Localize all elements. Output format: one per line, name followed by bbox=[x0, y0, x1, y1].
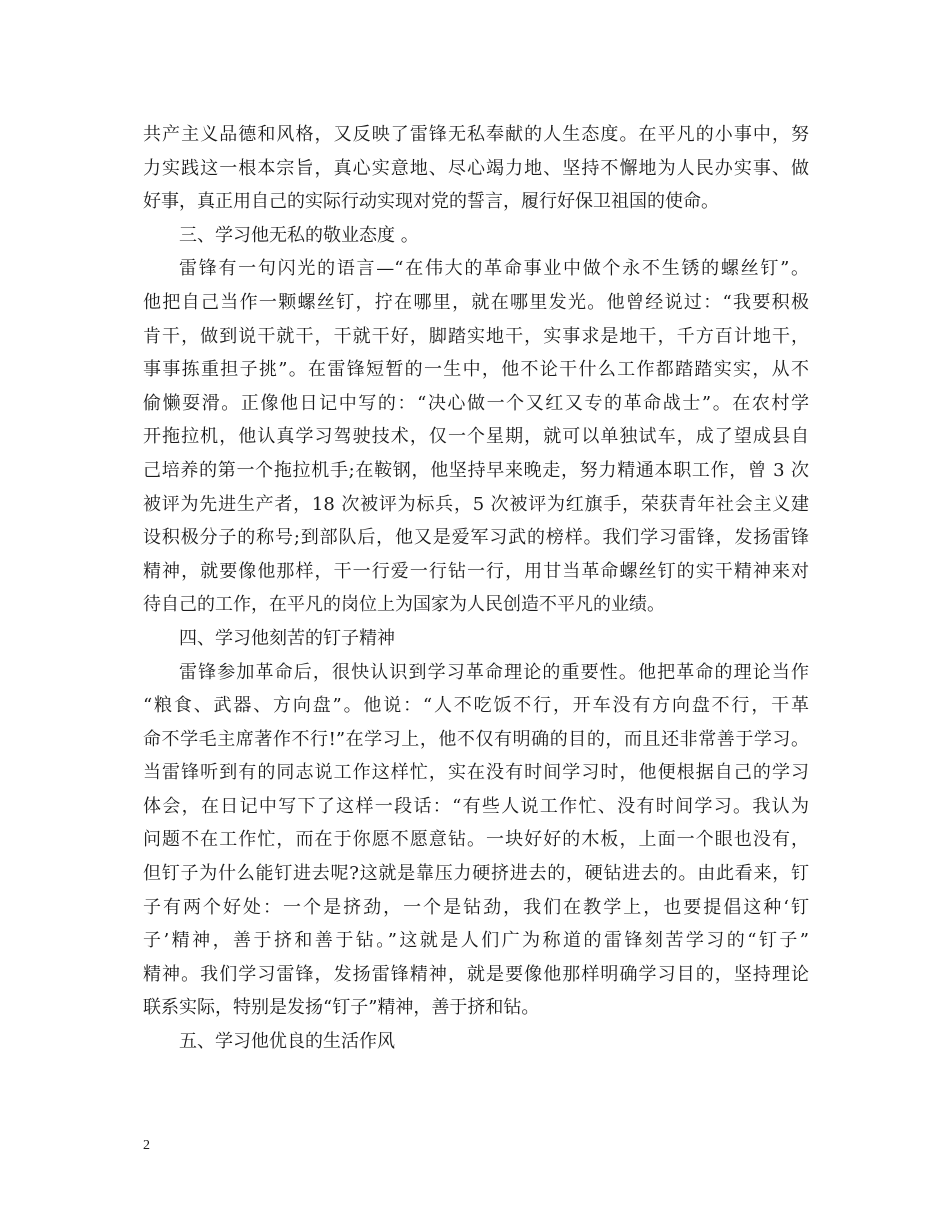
paragraph-line: 联系实际，特别是发扬“钉子”精神，善于挤和钻。 bbox=[143, 997, 540, 1019]
paragraph-line: “粮食、武器、方向盘”。他说：“人不吃饭不行，开车没有方向盘不行，干革 bbox=[143, 695, 809, 717]
page-number: 2 bbox=[143, 1138, 150, 1153]
paragraph-line: 设积极分子的称号;到部队后，他又是爱军习武的榜样。我们学习雷锋，发扬雷锋 bbox=[143, 527, 809, 549]
paragraph-line: 他把自己当作一颗螺丝钉，拧在哪里，就在哪里发光。他曾经说过：“我要积极 bbox=[143, 291, 809, 313]
paragraph-line: 开拖拉机，他认真学习驾驶技术，仅一个星期，就可以单独试车，成了望成县自 bbox=[143, 426, 809, 448]
heading-text: 三、学习他无私的敬业态度 。 bbox=[179, 224, 419, 246]
paragraph-line: 问题不在工作忙，而在于你愿不愿意钻。一块好好的木板，上面一个眼也没有， bbox=[143, 829, 809, 851]
paragraph-line: 力实践这一根本宗旨，真心实意地、尽心竭力地、坚持不懈地为人民办实事、做 bbox=[143, 157, 809, 179]
paragraph-line: 但钉子为什么能钉进去呢?这就是靠压力硬挤进去的，硬钻进去的。由此看来，钉 bbox=[143, 863, 809, 885]
paragraph-line: 精神，就要像他那样，干一行爱一行钻一行，用甘当革命螺丝钉的实干精神来对 bbox=[143, 560, 809, 582]
section-heading bbox=[143, 622, 809, 656]
paragraph-line: 待自己的工作，在平凡的岗位上为国家为人民创造不平凡的业绩。 bbox=[143, 594, 665, 616]
heading-text: 五、学习他优良的生活作风 bbox=[179, 1031, 395, 1053]
paragraph-line: 肯干，做到说干就干，干就干好，脚踏实地干，实事求是地干，千方百计地干， bbox=[143, 325, 809, 347]
paragraph-line: 共产主义品德和风格，又反映了雷锋无私奉献的人生态度。在平凡的小事中，努 bbox=[143, 124, 809, 145]
section-heading bbox=[143, 219, 809, 253]
paragraph bbox=[143, 656, 809, 1026]
paragraph-line: 己培养的第一个拖拉机手;在鞍钢，他坚持早来晚走，努力精通本职工作，曾 3 次 bbox=[143, 459, 809, 481]
section-heading bbox=[143, 1025, 809, 1059]
paragraph-line: 事事拣重担子挑”。在雷锋短暂的一生中，他不论干什么工作都踏踏实实，从不 bbox=[143, 359, 809, 381]
paragraph-line: 体会，在日记中写下了这样一段话：“有些人说工作忙、没有时间学习。我认为 bbox=[143, 795, 809, 817]
paragraph-line: 雷锋参加革命后，很快认识到学习革命理论的重要性。他把革命的理论当作 bbox=[179, 661, 809, 683]
document-body bbox=[143, 118, 809, 1059]
paragraph-line: 当雷锋听到有的同志说工作这样忙，实在没有时间学习时，他便根据自己的学习 bbox=[143, 762, 809, 784]
heading-text: 四、学习他刻苦的钉子精神 bbox=[179, 627, 395, 649]
paragraph bbox=[143, 252, 809, 622]
paragraph-line: 精神。我们学习雷锋，发扬雷锋精神，就是要像他那样明确学习目的，坚持理论 bbox=[143, 963, 809, 985]
paragraph-line: 好事，真正用自己的实际行动实现对党的誓言，履行好保卫祖国的使命。 bbox=[143, 191, 719, 213]
paragraph bbox=[143, 118, 809, 219]
paragraph-line: 被评为先进生产者，18 次被评为标兵，5 次被评为红旗手，荣获青年社会主义建 bbox=[143, 493, 809, 515]
paragraph-line: 偷懒耍滑。正像他日记中写的：“决心做一个又红又专的革命战士”。在农村学 bbox=[143, 392, 809, 414]
paragraph-line: 雷锋有一句闪光的语言—“在伟大的革命事业中做个永不生锈的螺丝钉”。 bbox=[179, 258, 809, 280]
paragraph-line: 子有两个好处：一个是挤劲，一个是钻劲，我们在教学上，也要提倡这种‘钉 bbox=[143, 896, 809, 918]
paragraph-line: 命不学毛主席著作不行!”在学习上，他不仅有明确的目的，而且还非常善于学习。 bbox=[143, 728, 809, 750]
paragraph-line: 子’精神，善于挤和善于钻。”这就是人们广为称道的雷锋刻苦学习的“钉子” bbox=[143, 930, 809, 952]
